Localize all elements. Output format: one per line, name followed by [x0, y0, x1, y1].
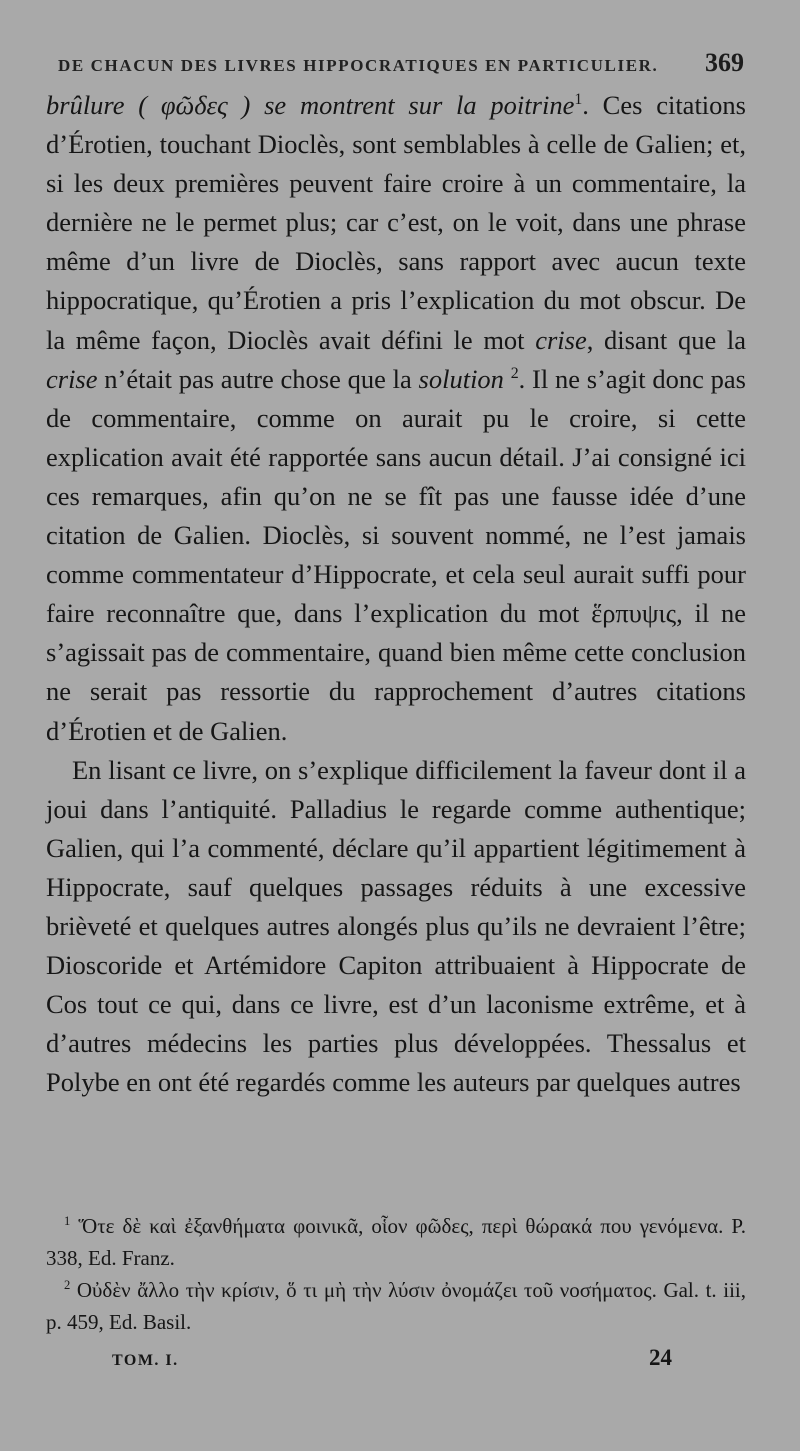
footnote-2-mark: 2 [64, 1278, 71, 1292]
volume-mark: TOM. I. [112, 1352, 179, 1369]
italic-text: solution [418, 363, 504, 394]
italic-text: crise [46, 363, 98, 394]
footnote-1-text: Ὅτε δὲ καὶ ἐξανθήματα φοινικᾶ, οἷον φῶδες, περὶ θώρακά που γενόμενα. P. 338, Ed. Franz. [46, 1214, 746, 1270]
footnote-ref: 2 [510, 364, 519, 382]
page-header [58, 48, 744, 88]
paragraph-1 [46, 86, 746, 751]
footnote-2-text: Οὐδὲν ἄλλο τὴν κρίσιν, ὅ τι μὴ τὴν λύσιν ὀνομάζει τοῦ νοσήματος. Gal. t. iii, p. 459, Ed. Basil. [46, 1278, 746, 1334]
paragraph-2 [46, 751, 746, 1103]
footnote-1-mark: 1 [64, 1214, 71, 1228]
signature-line [112, 1345, 672, 1371]
text-run: n’était pas autre chose que la [97, 363, 419, 394]
text-run: . Il ne s’agit donc pas de commentaire, comme on aurait pu le croire, si cette explication avait été rapportée sans aucun détail. J’ai consigné ici ces remarques, afin qu’on ne se fît pas une fausse idée d’une citation de Galien. Dioclès, si souvent nommé, ne l’est jamais comme commentateur d’Hippocrate, et cela seul aurait suffi pour faire reconnaître que, dans l’explication du mot ἕρπυψις, il ne s’agissait pas de commentaire, quand bien même cette conclusion ne serait pas ressortie du rapprochement d’autres citations d’Érotien et de Galien. [46, 363, 746, 746]
footnote-1 [46, 1210, 746, 1274]
text-run: . Ces citations d’Érotien, touchant Dioclès, sont semblables à celle de Galien; et, si les deux premières peuvent faire croire à un commentaire, la dernière ne le permet plus; car c’est, on le voit, dans une phrase même d’un livre de Dioclès, sans rapport avec aucun texte hippocratique, qu’Érotien a pris l’explication du mot obscur. De la même façon, Dioclès avait défini le mot [46, 90, 746, 355]
footnotes [46, 1210, 746, 1338]
body-text [46, 86, 746, 1102]
page-number: 369 [705, 48, 744, 77]
footnote-2 [46, 1274, 746, 1338]
text-run: , disant que la [586, 324, 746, 355]
footnote-ref: 1 [574, 91, 583, 109]
italic-text: crise [535, 324, 587, 355]
text-run [504, 364, 511, 394]
sheet-number: 24 [649, 1345, 672, 1370]
running-title: DE CHACUN DES LIVRES HIPPOCRATIQUES EN PARTICULIER. [58, 56, 659, 75]
italic-text: brûlure ( φῶδες ) se montrent sur la poitrine [46, 90, 575, 120]
text-run: En lisant ce livre, on s’explique difficilement la faveur dont il a joui dans l’antiquité. Palladius le regarde comme authentique; Galien, qui l’a commenté, déclare qu’il appartient légitimement à Hippocrate, sauf quelques passages réduits à une excessive brièveté et quelques autres alongés plus qu’ils ne devraient l’être; Dioscoride et Artémidore Capiton attribuaient à Hippocrate de Cos tout ce qui, dans ce livre, est d’un laconisme extrême, et à d’autres médecins les parties plus développées. Thessalus et Polybe en ont été regardés comme les auteurs par quelques autres [46, 754, 746, 1098]
